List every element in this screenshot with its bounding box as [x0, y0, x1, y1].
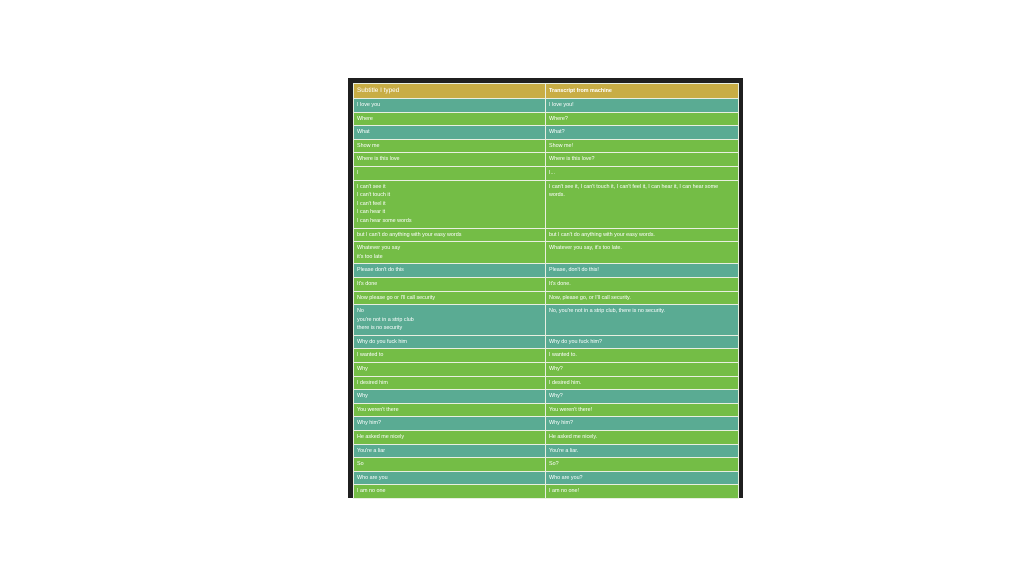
subtitle-cell: What — [354, 126, 546, 140]
table-frame — [348, 78, 743, 498]
column-header-subtitle: Subtitle I typed — [354, 84, 546, 99]
table-row — [354, 431, 739, 445]
table-row — [354, 277, 739, 291]
subtitle-cell: Why do you fuck him — [354, 335, 546, 349]
subtitle-cell: Why — [354, 390, 546, 404]
subtitle-cell: but I can't do anything with your easy words — [354, 228, 546, 242]
transcript-cell: Please, don't do this! — [546, 264, 739, 278]
subtitle-cell: No you're not in a strip club there is no security — [354, 305, 546, 336]
table-row — [354, 264, 739, 278]
transcript-cell: Show me! — [546, 139, 739, 153]
table-row — [354, 485, 739, 499]
transcript-cell: I desired him. — [546, 376, 739, 390]
subtitle-cell: Where — [354, 112, 546, 126]
transcript-cell: He asked me nicely. — [546, 431, 739, 445]
transcript-cell: Where is this love? — [546, 153, 739, 167]
table-row — [354, 305, 739, 336]
table-row — [354, 228, 739, 242]
table-row — [354, 166, 739, 180]
table-row — [354, 403, 739, 417]
transcript-cell: You're a liar. — [546, 444, 739, 458]
table-row — [354, 242, 739, 264]
table-row — [354, 417, 739, 431]
table-row — [354, 99, 739, 113]
subtitle-cell: I can't see it I can't touch it I can't feel it I can hear it I can hear some words — [354, 180, 546, 228]
table-row — [354, 444, 739, 458]
table-row — [354, 376, 739, 390]
subtitle-cell: Now please go or I'll call security — [354, 291, 546, 305]
transcript-cell: Whatever you say, it's too late. — [546, 242, 739, 264]
subtitle-cell: You're a liar — [354, 444, 546, 458]
subtitle-cell: Why him? — [354, 417, 546, 431]
subtitle-cell: I desired him — [354, 376, 546, 390]
table-row — [354, 349, 739, 363]
transcript-cell: Now, please go, or I'll call security. — [546, 291, 739, 305]
subtitle-cell: Where is this love — [354, 153, 546, 167]
table-header-row — [354, 84, 739, 99]
table-row — [354, 153, 739, 167]
transcript-cell: Why? — [546, 390, 739, 404]
transcript-cell: No, you're not in a strip club, there is no security. — [546, 305, 739, 336]
transcript-cell: It's done. — [546, 277, 739, 291]
transcript-cell: Why him? — [546, 417, 739, 431]
transcript-cell: I can't see it, I can't touch it, I can't feel it, I can hear it, I can hear some words. — [546, 180, 739, 228]
column-header-transcript: Transcript from machine — [546, 84, 739, 99]
transcript-cell: What? — [546, 126, 739, 140]
table-body — [354, 99, 739, 499]
table-row — [354, 471, 739, 485]
transcript-cell: I love you! — [546, 99, 739, 113]
subtitle-cell: I love you — [354, 99, 546, 113]
transcript-cell: I wanted to. — [546, 349, 739, 363]
subtitle-cell: He asked me nicely — [354, 431, 546, 445]
table-row — [354, 139, 739, 153]
subtitle-comparison-table — [353, 83, 739, 499]
table-row — [354, 363, 739, 377]
subtitle-cell: Why — [354, 363, 546, 377]
subtitle-cell: I am no one — [354, 485, 546, 499]
transcript-cell: Why do you fuck him? — [546, 335, 739, 349]
transcript-cell: I... — [546, 166, 739, 180]
subtitle-cell: I — [354, 166, 546, 180]
subtitle-cell: So — [354, 458, 546, 472]
subtitle-cell: Who are you — [354, 471, 546, 485]
subtitle-cell: You weren't there — [354, 403, 546, 417]
table-row — [354, 126, 739, 140]
table-row — [354, 458, 739, 472]
transcript-cell: You weren't there! — [546, 403, 739, 417]
table-row — [354, 180, 739, 228]
subtitle-cell: It's done — [354, 277, 546, 291]
subtitle-cell: Please don't do this — [354, 264, 546, 278]
transcript-cell: I am no one! — [546, 485, 739, 499]
table-row — [354, 390, 739, 404]
transcript-cell: but I can't do anything with your easy words. — [546, 228, 739, 242]
subtitle-cell: I wanted to — [354, 349, 546, 363]
table-row — [354, 112, 739, 126]
table-row — [354, 291, 739, 305]
transcript-cell: Why? — [546, 363, 739, 377]
subtitle-cell: Show me — [354, 139, 546, 153]
subtitle-cell: Whatever you say it's too late — [354, 242, 546, 264]
transcript-cell: Where? — [546, 112, 739, 126]
transcript-cell: Who are you? — [546, 471, 739, 485]
table-row — [354, 335, 739, 349]
transcript-cell: So? — [546, 458, 739, 472]
